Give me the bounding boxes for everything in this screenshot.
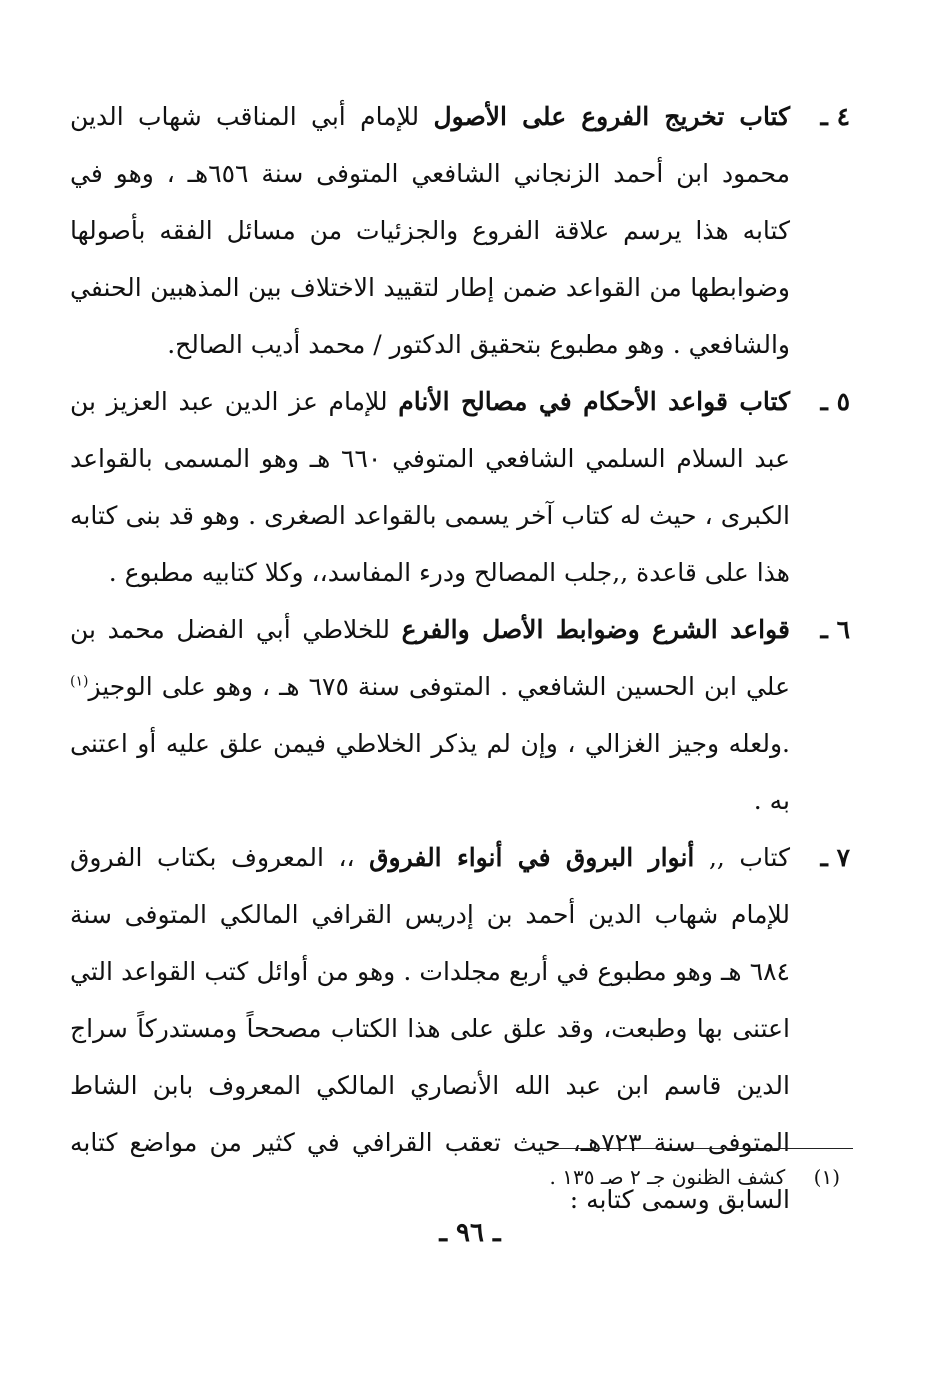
- item-prefix: كتاب ,,: [708, 843, 790, 872]
- item-body-continued: .ولعله وجيز الغزالي ، وإن لم يذكر الخلاطي فيمن علق عليه أو اعتنى به .: [70, 729, 790, 815]
- footnote-reference: (١): [70, 673, 89, 690]
- item-number: ٥ ـ: [820, 387, 850, 416]
- item-body: ،، المعروف بكتاب الفروق للإمام شهاب الدين أحمد بن إدريس القرافي المالكي المتوفى سنة ٦٨٤ هـ وهو مطبوع في أربع مجلدات . وهو من أوائل كتب القواعد التي اعتنى بها وطبعت، وقد علق على هذا الكتاب مصححاً ومستدركاً سراج الدين قاسم ابن عبد الله الأنصاري المالكي المعروف بابن الشاط المتوفى سنة ٧٢٣هـ، حيث تعقب القرافي في كثير من مواضع كتابه السابق وسمى كتابه :: [70, 843, 790, 1214]
- item-number: ٦ ـ: [820, 615, 850, 644]
- item-number: ٧ ـ: [820, 843, 850, 872]
- footnote-text: كشف الظنون جـ ٢ صـ ١٣٥ .: [549, 1165, 786, 1189]
- footnote: [400, 1162, 840, 1192]
- footnote-divider: [553, 1148, 853, 1149]
- list-item: [70, 88, 850, 373]
- item-title: كتاب تخريج الفروع على الأصول: [433, 102, 791, 131]
- list-item: [70, 601, 850, 829]
- item-body: للإمام عز الدين عبد العزيز بن عبد السلام السلمي الشافعي المتوفي ٦٦٠ هـ وهو المسمى بالقواعد الكبرى ، حيث له كتاب آخر يسمى بالقواعد الصغرى . وهو قد بنى كتابه هذا على قاعدة ,,جلب المصالح ودرء المفاسد،، وكلا كتابيه مطبوع .: [70, 387, 790, 587]
- item-body: للإمام أبي المناقب شهاب الدين محمود ابن أحمد الزنجاني الشافعي المتوفى سنة ٦٥٦هـ ، وهو في كتابه هذا يرسم علاقة الفروع والجزئيات من مسائل الفقه بأصولها وضوابطها من القواعد ضمن إطار لتقييد الاختلاف بين المذهبين الحنفي والشافعي . وهو مطبوع بتحقيق الدكتور / محمد أديب الصالح.: [70, 102, 790, 359]
- item-title: كتاب قواعد الأحكام في مصالح الأنام: [398, 387, 790, 416]
- item-body: للخلاطي أبي الفضل محمد بن علي ابن الحسين الشافعي . المتوفى سنة ٦٧٥ هـ ، وهو على الوجيز: [70, 615, 790, 701]
- item-title: أنوار البروق في أنواء الفروق: [369, 843, 695, 872]
- footnote-number: (١): [813, 1165, 840, 1189]
- items-list: [70, 88, 850, 1228]
- page-number: ـ ٩٦ ـ: [439, 1218, 501, 1248]
- list-item: [70, 373, 850, 601]
- item-number: ٤ ـ: [820, 102, 850, 131]
- item-title: قواعد الشرع وضوابط الأصل والفرع: [401, 615, 790, 644]
